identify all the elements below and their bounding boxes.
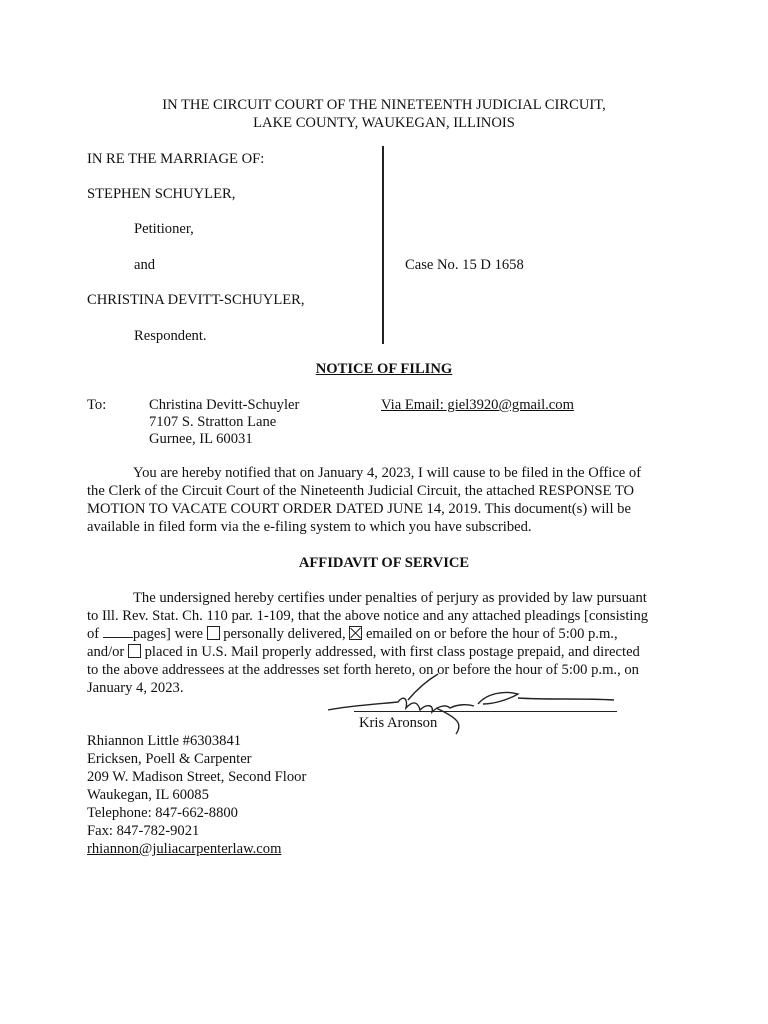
notice-body-line3: MOTION TO VACATE COURT ORDER DATED JUNE 14, 2019. This document(s) will be	[87, 501, 631, 517]
attorney-email-link[interactable]: rhiannon@juliacarpenterlaw.com	[87, 841, 282, 857]
affidavit-line5: to the above addressees at the addresses set forth hereto, on or before the hour of 5:00 p.m., on	[87, 662, 639, 678]
pages-blank	[103, 625, 133, 638]
signature-line	[354, 711, 617, 712]
respondent-role: Respondent.	[134, 328, 207, 344]
affidavit-title: AFFIDAVIT OF SERVICE	[298, 555, 470, 571]
affidavit-line4-andor: and/or	[87, 644, 125, 660]
personally-delivered-checkbox[interactable]	[207, 626, 220, 640]
notice-title: NOTICE OF FILING	[315, 361, 453, 377]
respondent-name: CHRISTINA DEVITT-SCHUYLER,	[87, 292, 305, 308]
attorney-name: Rhiannon Little #6303841	[87, 733, 242, 749]
emailed-checkbox[interactable]	[349, 626, 362, 640]
in-re-label: IN RE THE MARRIAGE OF:	[87, 151, 265, 167]
signer-name: Kris Aronson	[359, 715, 438, 731]
affidavit-line1: The undersigned hereby certifies under penalties of perjury as provided by law pursuant	[133, 590, 647, 606]
case-number: Case No. 15 D 1658	[405, 257, 524, 273]
affidavit-line3-pages: pages] were	[132, 626, 203, 642]
petitioner-role: Petitioner,	[134, 221, 194, 237]
court-name-line2: LAKE COUNTY, WAUKEGAN, ILLINOIS	[253, 115, 515, 131]
attorney-firm: Ericksen, Poell & Carpenter	[87, 751, 252, 767]
notice-body	[87, 464, 679, 536]
notice-body-line4: available in filed form via the e-filing system to which you have subscribed.	[87, 519, 532, 535]
attorney-address2: Waukegan, IL 60085	[87, 787, 209, 803]
affidavit-line4-mailed: placed in U.S. Mail properly addressed, with first class postage prepaid, and directed	[144, 644, 640, 660]
affidavit-line3-emailed: emailed on or before the hour of 5:00 p.m.,	[365, 626, 618, 642]
notice-body-line2: the Clerk of the Circuit Court of the Nineteenth Judicial Circuit, the attached RESPONSE TO	[87, 483, 635, 499]
recipient-name: Christina Devitt-Schuyler	[149, 397, 300, 413]
and-label: and	[134, 257, 156, 273]
attorney-address1: 209 W. Madison Street, Second Floor	[87, 769, 307, 785]
affidavit-line3-of: of	[87, 626, 100, 642]
recipient-city: Gurnee, IL 60031	[149, 431, 253, 447]
mailed-checkbox[interactable]	[128, 644, 141, 658]
notice-body-line1: You are hereby notified that on January 4, 2023, I will cause to be filed in the Office of	[133, 465, 642, 481]
caption-divider	[382, 146, 384, 344]
petitioner-name: STEPHEN SCHUYLER,	[87, 186, 236, 202]
affidavit-line4	[87, 643, 679, 661]
attorney-telephone: Telephone: 847-662-8800	[87, 805, 238, 821]
to-label: To:	[87, 397, 107, 413]
affidavit-line2: to Ill. Rev. Stat. Ch. 110 par. 1-109, that the above notice and any attached pleadings [consisting	[87, 608, 649, 624]
via-email-link[interactable]: Via Email: giel3920@gmail.com	[381, 397, 574, 413]
attorney-fax: Fax: 847-782-9021	[87, 823, 200, 839]
recipient-street: 7107 S. Stratton Lane	[149, 414, 277, 430]
affidavit-line3	[87, 625, 679, 643]
affidavit-line3-personally: personally delivered,	[223, 626, 346, 642]
court-name-line1: IN THE CIRCUIT COURT OF THE NINETEENTH JUDICIAL CIRCUIT,	[162, 97, 606, 113]
affidavit-line6: January 4, 2023.	[87, 680, 184, 696]
